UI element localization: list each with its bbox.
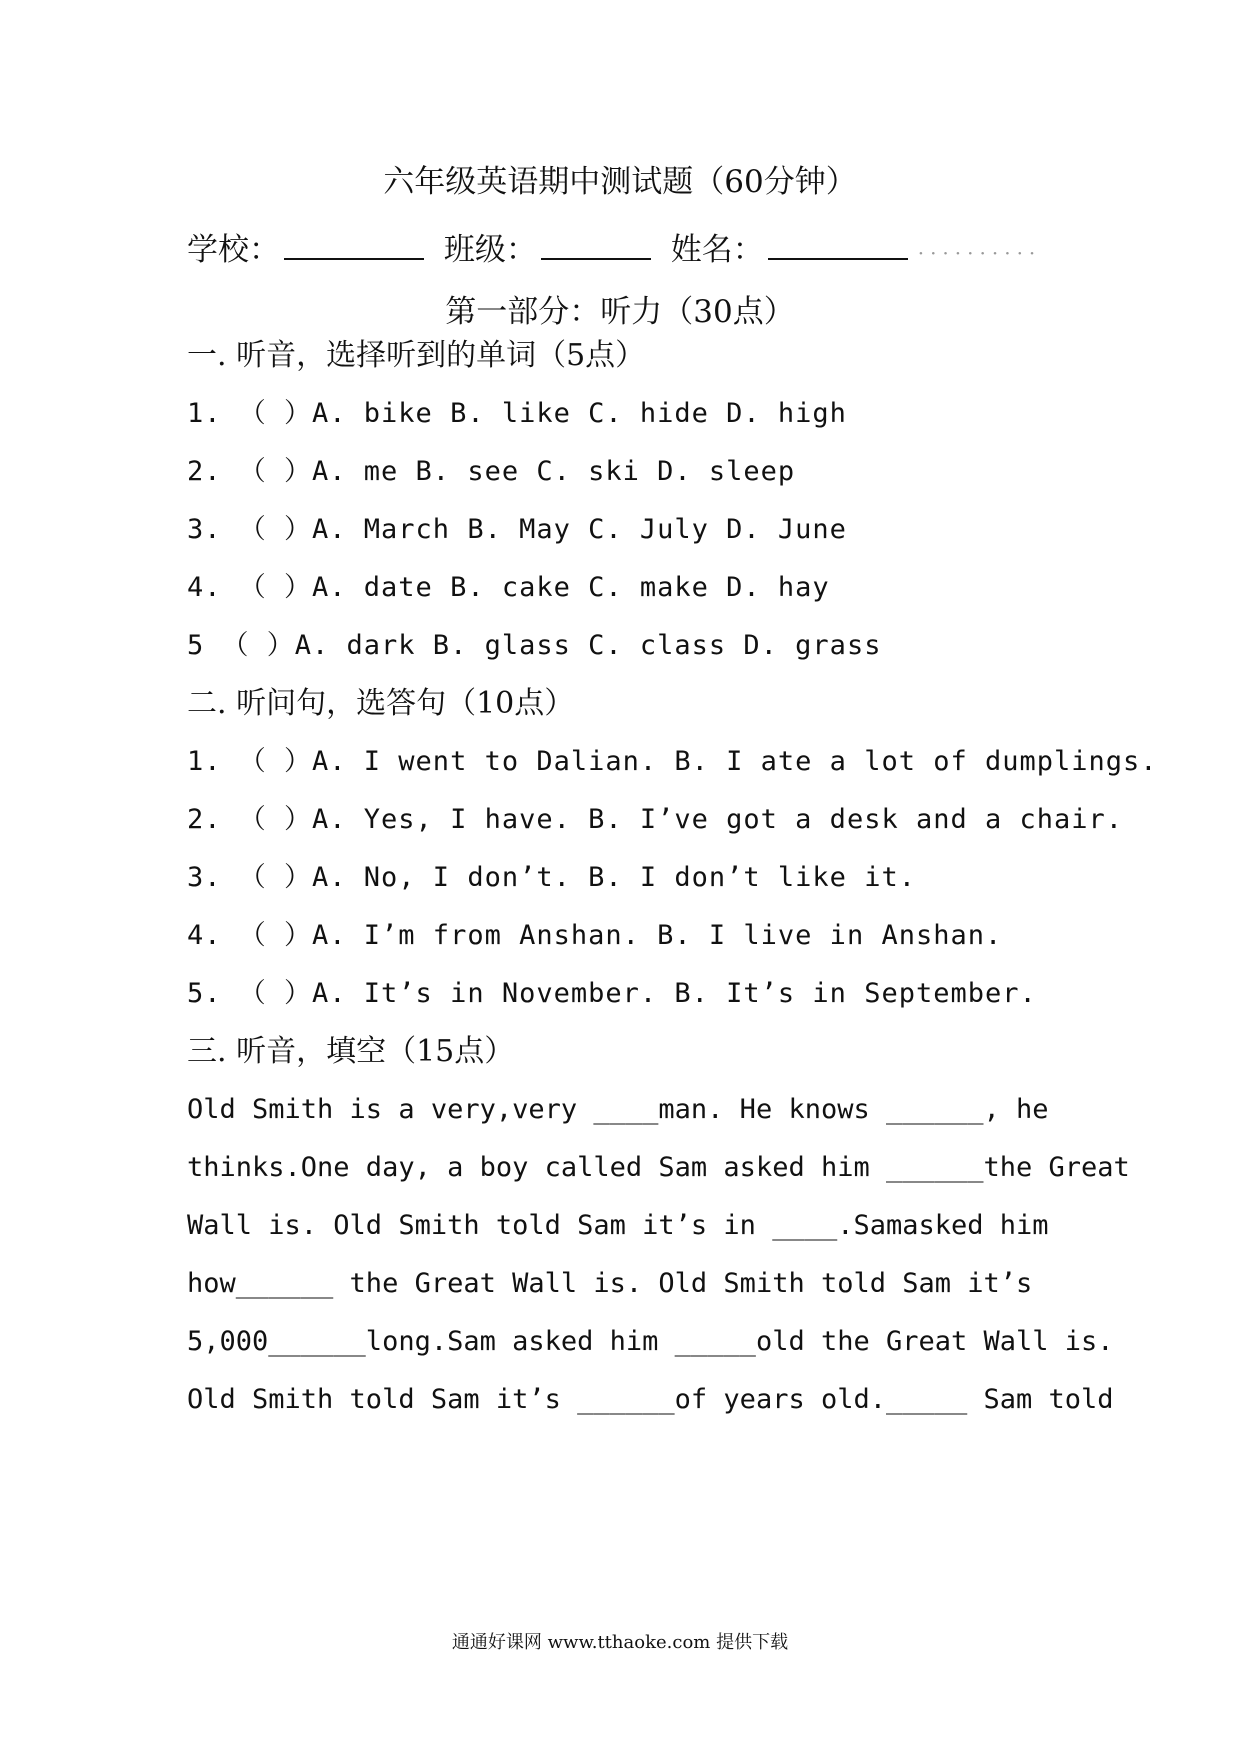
- section1-item-2: 2. （ ）A. me B. see C. ski D. sleep: [187, 456, 796, 487]
- part-title: 第一部分：听力（30点）: [445, 294, 795, 330]
- footer-credit: 通通好课网 www.tthaoke.com 提供下载: [451, 1632, 789, 1653]
- section1-item-1: 1. （ ）A. bike B. like C. hide D. high: [187, 398, 847, 429]
- passage-line-3: Wall is. Old Smith told Sam it’s in ____.Samasked him: [187, 1210, 1049, 1241]
- section1-title: 一. 听音，选择听到的单词（5点）: [187, 338, 646, 373]
- school-label: 学校：: [187, 232, 280, 268]
- section2-item-5: 5. （ ）A. It’s in November. B. It’s in September.: [187, 978, 1037, 1009]
- section3-title: 三. 听音，填空（15点）: [187, 1034, 515, 1069]
- section2-item-1: 1. （ ）A. I went to Dalian. B. I ate a lot of dumplings.: [187, 746, 1158, 777]
- exam-title: 六年级英语期中测试题（60分钟）: [383, 164, 857, 200]
- passage-line-4: how______ the Great Wall is. Old Smith told Sam it’s: [187, 1268, 1033, 1299]
- section2-item-2: 2. （ ）A. Yes, I have. B. I’ve got a desk and a chair.: [187, 804, 1124, 835]
- section2-item-3: 3. （ ）A. No, I don’t. B. I don’t like it.: [187, 862, 916, 893]
- class-blank[interactable]: [541, 226, 651, 260]
- passage-line-6: Old Smith told Sam it’s ______of years old._____ Sam told: [187, 1384, 1114, 1415]
- section2-item-4: 4. （ ）A. I’m from Anshan. B. I live in Anshan.: [187, 920, 1003, 951]
- section2-title: 二. 听问句，选答句（10点）: [187, 686, 575, 721]
- class-label: 班级：: [443, 232, 537, 268]
- name-label: 姓名：: [670, 232, 764, 268]
- school-blank[interactable]: [284, 226, 424, 260]
- section1-item-5: 5 （ ）A. dark B. glass C. class D. grass: [187, 630, 882, 661]
- name-blank[interactable]: [768, 226, 908, 260]
- passage-line-1: Old Smith is a very,very ____man. He knows ______, he: [187, 1094, 1049, 1125]
- dotted-leader: ··········: [917, 241, 1042, 265]
- passage-line-5: 5,000______long.Sam asked him _____old the Great Wall is.: [187, 1326, 1114, 1357]
- student-info-row: [187, 226, 1041, 275]
- section1-item-4: 4. （ ）A. date B. cake C. make D. hay: [187, 572, 830, 603]
- passage-line-2: thinks.One day, a boy called Sam asked him ______the Great: [187, 1152, 1130, 1183]
- section1-item-3: 3. （ ）A. March B. May C. July D. June: [187, 514, 847, 545]
